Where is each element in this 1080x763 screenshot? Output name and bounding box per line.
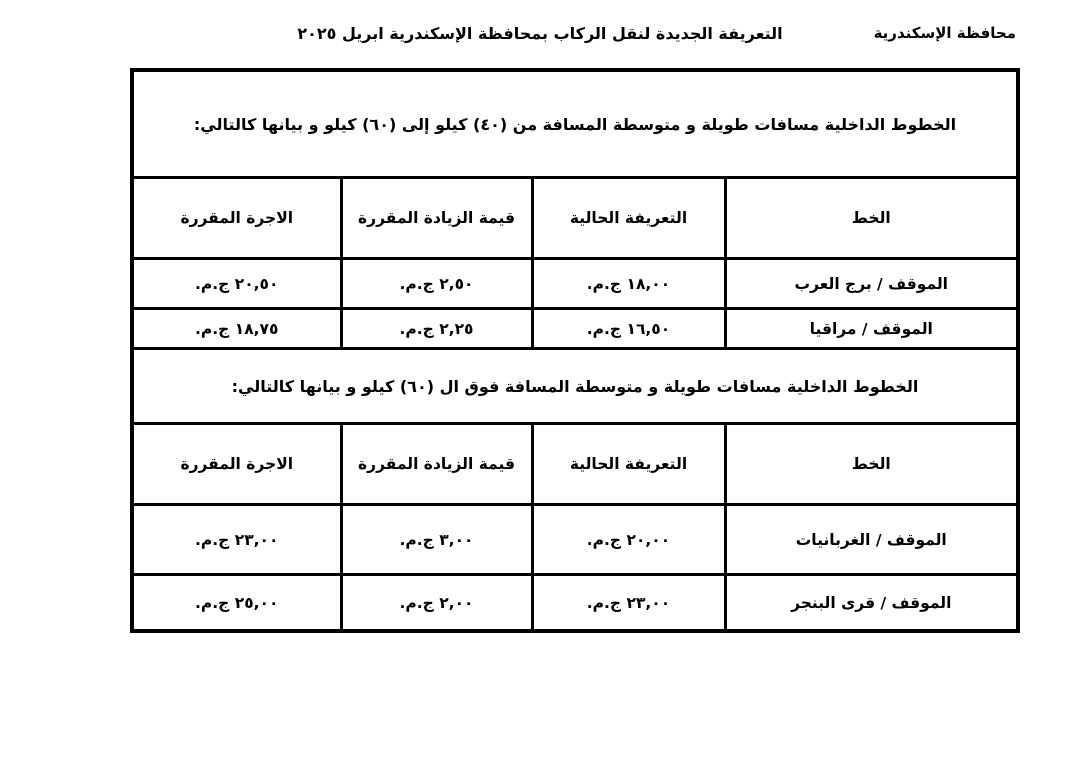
tariff-table [130, 68, 1020, 633]
table-row [132, 575, 1018, 632]
section-2-heading-row [132, 349, 1018, 424]
line-cell: الموقف / برج العرب [725, 259, 1018, 309]
column-header-decided-fare: الاجرة المقررة [132, 178, 341, 259]
line-cell: الموقف / مراقيا [725, 309, 1018, 349]
column-header-line: الخط [725, 424, 1018, 505]
line-cell: الموقف / الغربانيات [725, 505, 1018, 575]
decided-fare-cell: ١٨,٧٥ ج.م. [132, 309, 341, 349]
decided-fare-cell: ٢٣,٠٠ ج.م. [132, 505, 341, 575]
table-row [132, 259, 1018, 309]
column-header-increase-value: قيمة الزيادة المقررة [341, 424, 532, 505]
increase-value-cell: ٢,٠٠ ج.م. [341, 575, 532, 632]
current-tariff-cell: ١٦,٥٠ ج.م. [532, 309, 725, 349]
section-1-column-header-row [132, 178, 1018, 259]
section-2-column-header-row [132, 424, 1018, 505]
column-header-increase-value: قيمة الزيادة المقررة [341, 178, 532, 259]
table-row [132, 505, 1018, 575]
column-header-decided-fare: الاجرة المقررة [132, 424, 341, 505]
current-tariff-cell: ٢٠,٠٠ ج.م. [532, 505, 725, 575]
column-header-current-tariff: التعريفة الحالية [532, 178, 725, 259]
governorate-label: محافظة الإسكندرية [873, 24, 1016, 42]
decided-fare-cell: ٢٠,٥٠ ج.م. [132, 259, 341, 309]
decided-fare-cell: ٢٥,٠٠ ج.م. [132, 575, 341, 632]
increase-value-cell: ٢,٢٥ ج.م. [341, 309, 532, 349]
increase-value-cell: ٣,٠٠ ج.م. [341, 505, 532, 575]
current-tariff-cell: ٢٣,٠٠ ج.م. [532, 575, 725, 632]
section-1-heading-row [132, 70, 1018, 178]
section-2-heading: الخطوط الداخلية مسافات طويلة و متوسطة المسافة فوق ال (٦٠) كيلو و بيانها كالتالي: [132, 349, 1018, 424]
current-tariff-cell: ١٨,٠٠ ج.م. [532, 259, 725, 309]
line-cell: الموقف / قرى البنجر [725, 575, 1018, 632]
table-row [132, 309, 1018, 349]
column-header-current-tariff: التعريفة الحالية [532, 424, 725, 505]
page-title: التعريفة الجديدة لنقل الركاب بمحافظة الإسكندرية ابريل ٢٠٢٥ [297, 24, 783, 43]
increase-value-cell: ٢,٥٠ ج.م. [341, 259, 532, 309]
section-1-heading: الخطوط الداخلية مسافات طويلة و متوسطة المسافة من (٤٠) كيلو إلى (٦٠) كيلو و بيانها كالتالي: [132, 70, 1018, 178]
column-header-line: الخط [725, 178, 1018, 259]
